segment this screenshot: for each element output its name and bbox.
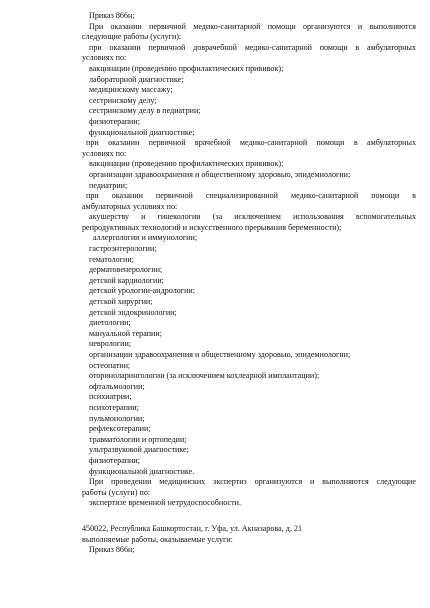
document-line: сестринскому делу в педиатрии; xyxy=(89,106,201,116)
document-line: гастроэнтерологии; xyxy=(89,244,157,254)
document-line: аллергологии и иммунологии; xyxy=(93,233,198,243)
document-line: неврологии; xyxy=(89,339,132,349)
paragraph-spacer xyxy=(82,509,416,524)
document-line: условиях по: xyxy=(82,148,127,158)
document-line: оториноларингологии (за исключением кохлеарной имплантации); xyxy=(89,371,320,381)
document-line: организации здравоохранения и общественному здоровью, эпидемиологии; xyxy=(89,350,351,359)
document-line: офтальмологии; xyxy=(89,381,145,391)
document-line: физиотерапии; xyxy=(89,455,140,465)
document-line: психиатрии; xyxy=(89,392,132,402)
document-line: ультразвуковой диагностике; xyxy=(89,445,189,455)
document-line: 450022, Республика Башкортостан, г. Уфа, ул. Акназарова, д. 21 xyxy=(82,523,302,533)
document-line: медицинскому массажу; xyxy=(89,85,173,95)
document-line: детской кардиологии; xyxy=(89,275,164,285)
document-line: детской урологии-андрологии; xyxy=(89,286,196,296)
document-line: физиотерапии; xyxy=(89,116,140,126)
document-line: психотерапии; xyxy=(89,402,139,412)
document-line: при оказании первичной врачебной медико-санитарной помощи в амбулаторных xyxy=(86,138,416,148)
document-line: гематологии; xyxy=(89,254,134,264)
document-line: детской хирургии; xyxy=(89,297,153,307)
document-line: функциональной диагностике; xyxy=(89,127,195,137)
document-line: амбулаторных условиях по: xyxy=(82,201,178,211)
document-line: мануальной терапии; xyxy=(89,328,162,338)
document-line: рефлексотерапии; xyxy=(89,424,151,434)
document-line: травматологии и ортопедии; xyxy=(89,434,187,444)
document-line: дерматовенерологии; xyxy=(89,265,163,275)
document-line: Приказ 866н; xyxy=(89,545,135,555)
document-line: при оказании первичной доврачебной медико-санитарной помощи в амбулаторных xyxy=(89,42,416,52)
document-line: при оказании первичной специализированной медико-санитарной помощи в xyxy=(86,191,416,201)
document-line: педиатрии; xyxy=(89,180,128,190)
document-line: вакцинации (проведению профилактических прививок); xyxy=(89,63,284,73)
document-line: Приказ 866н; xyxy=(89,11,135,20)
document-line: выполняемые работы, оказываемые услуги: xyxy=(82,534,233,544)
document-body xyxy=(82,11,416,556)
document-line: При проведении медицинских экспертиз организуются и выполняются следующие xyxy=(89,477,416,487)
document-line: акушерству и гинекологии (за исключением использования вспомогательных xyxy=(89,212,416,222)
document-line: организации здравоохранения и общественному здоровью, эпидемиологии; xyxy=(89,169,351,179)
document-line: лабораторной диагностике; xyxy=(89,74,184,84)
document-line: пульмонологии; xyxy=(89,413,145,423)
document-line: диетологии; xyxy=(89,318,131,328)
document-line: экспертизе временной нетрудоспособности. xyxy=(89,498,241,508)
document-line: остеопатии; xyxy=(89,360,131,370)
document-line: функциональной диагностике. xyxy=(89,466,195,476)
document-line: условиях по: xyxy=(82,53,127,63)
document-line: следующие работы (услуги): xyxy=(82,32,182,42)
document-line: детской эндокринологии; xyxy=(89,307,177,317)
document-line: При оказании первичной медико-санитарной помощи организуются и выполняются xyxy=(89,21,416,31)
document-line: репродуктивных технологий и искусственного прерывания беременности); xyxy=(82,222,342,232)
document-line: сестринскому делу; xyxy=(89,95,157,105)
document-line: вакцинации (проведению профилактических прививок); xyxy=(89,159,284,169)
document-line: работы (услуги) по: xyxy=(82,487,151,497)
